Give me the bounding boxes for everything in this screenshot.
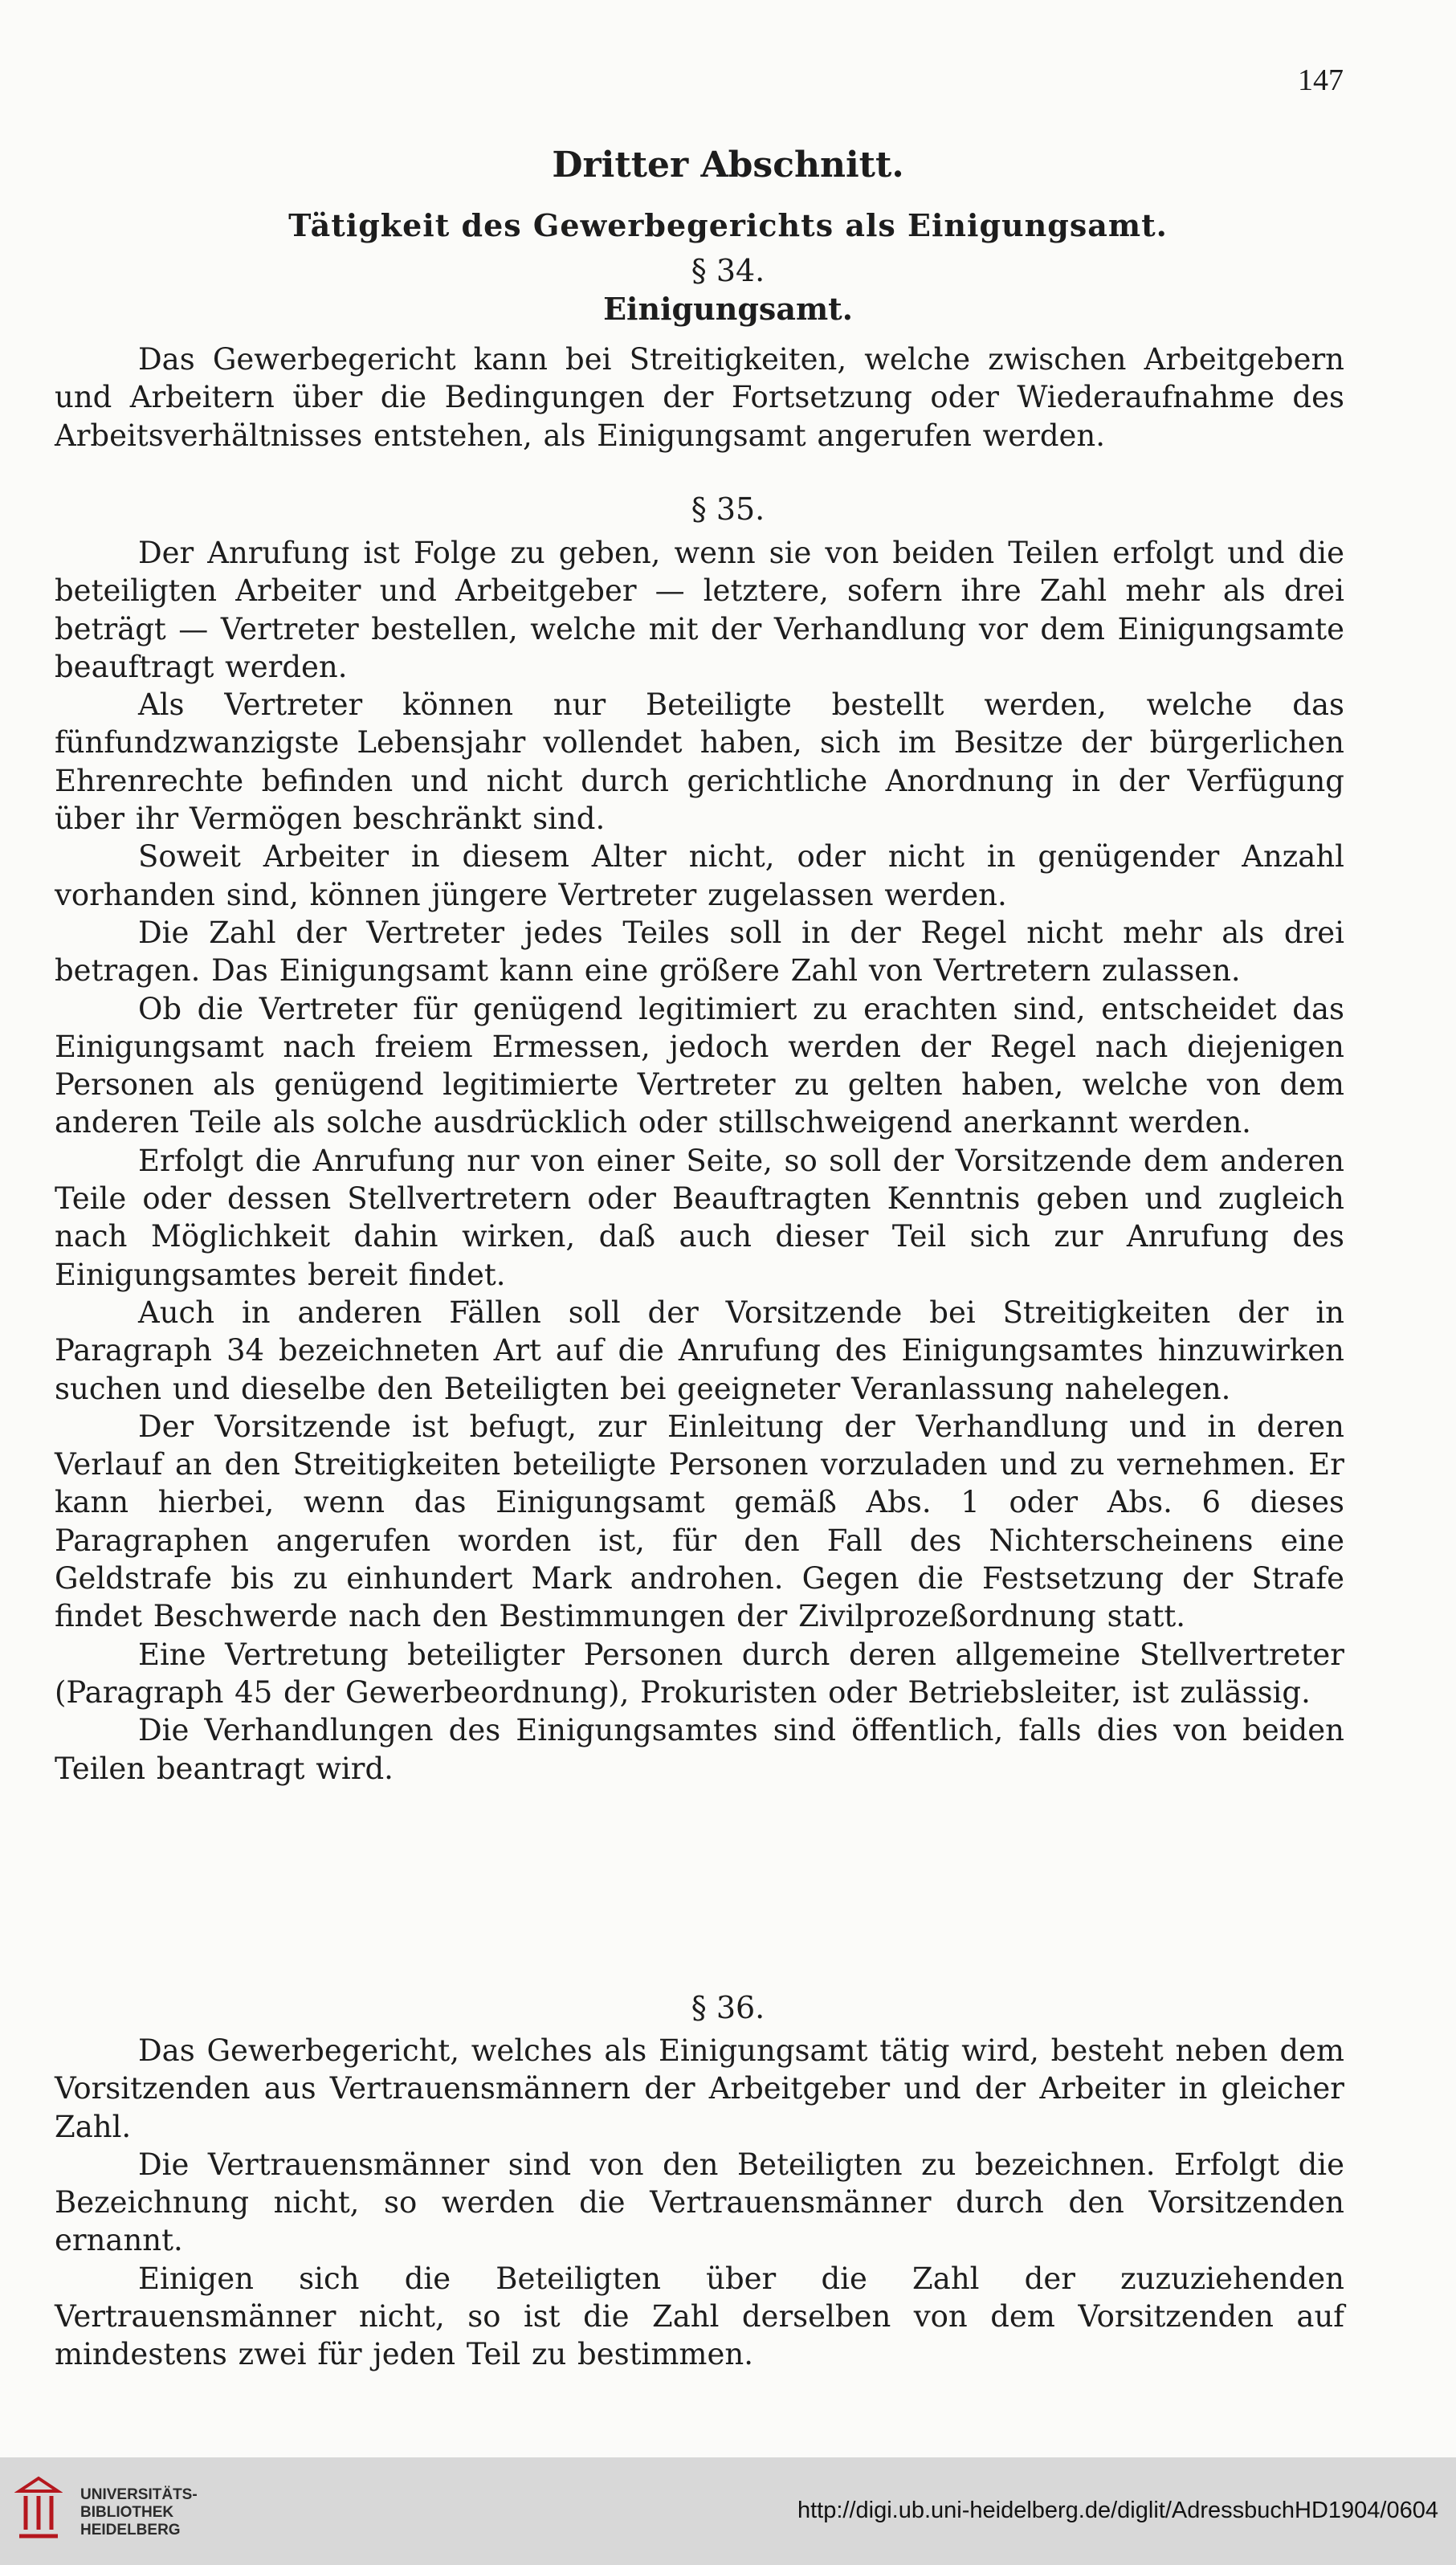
paragraph-heading-34: Einigungsamt. [603,291,853,327]
section-title: Dritter Abschnitt. [552,145,904,186]
text-paragraph: Das Gewerbegericht, welches als Einigungsamt tätig wird, besteht neben dem Vorsitzenden aus Vertrauensmännern der Arbeitgeber und der Arbeiter in gleicher Zahl. [55,2033,1344,2144]
text-paragraph: Die Vertrauensmänner sind von den Beteiligten zu bezeichnen. Erfolgt die Bezeichnung nicht, so werden die Vertrauensmänner durch den Vorsitzenden ernannt. [55,2147,1344,2258]
page-number: 147 [1298,63,1344,97]
paragraph-body-34 [55,341,1344,455]
text-paragraph: Eine Vertretung beteiligter Personen durch deren allgemeine Stellvertreter (Paragraph 45 der Gewerbeordnung), Prokuristen oder Betriebsleiter, ist zulässig. [55,1637,1344,1710]
text-paragraph: Der Vorsitzende ist befugt, zur Einleitung der Verhandlung und in deren Verlauf an den Streitigkeiten beteiligte Personen vorzuladen und zu vernehmen. Er kann hierbei, wenn das Einigungsamt gemäß Abs. 1 oder Abs. 6 dieses Paragraphen angerufen worden ist, für den Fall des Nichterscheinens eine Geldstrafe bis zu einhundert Mark androhen. Gegen die Festsetzung der Strafe findet Beschwerde nach den Bestimmungen der Zivilprozeßordnung statt. [55,1409,1344,1634]
text-paragraph: Die Verhandlungen des Einigungsamtes sind öffentlich, falls dies von beiden Teilen beantragt wird. [55,1713,1344,1786]
section-subtitle: Tätigkeit des Gewerbegerichts als Einigungsamt. [288,207,1168,243]
text-paragraph: Das Gewerbegericht kann bei Streitigkeiten, welche zwischen Arbeitgebern und Arbeitern über die Bedingungen der Fortsetzung oder Wiederaufnahme des Arbeitsverhältnisses entstehen, als Einigungsamt angerufen werden. [55,342,1344,453]
university-library-logo-icon [14,2475,63,2543]
paragraph-body-36 [55,2032,1344,2374]
library-name-line: UNIVERSITÄTS- [80,2486,198,2503]
library-name [80,2486,198,2539]
text-paragraph: Auch in anderen Fällen soll der Vorsitzende bei Streitigkeiten der in Paragraph 34 bezeichneten Art auf die Anrufung des Einigungsamtes hinzuwirken suchen und dieselbe den Beteiligten bei geeigneter Veranlassung nahelegen. [55,1295,1344,1406]
text-paragraph: Der Anrufung ist Folge zu geben, wenn sie von beiden Teilen erfolgt und die beteiligten Arbeiter und Arbeitgeber — letztere, sofern ihre Zahl mehr als drei beträgt — Vertreter bestellen, welche mit der Verhandlung vor dem Einigungsamte beauftragt werden. [55,536,1344,684]
library-name-line: BIBLIOTHEK [80,2504,174,2521]
paragraph-mark-34: § 34. [691,253,765,288]
text-paragraph: Ob die Vertreter für genügend legitimiert zu erachten sind, entscheidet das Einigungsamt nach freiem Ermessen, jedoch werden der Regel nach diejenigen Personen als genügend legitimierte Vertreter zu gelten haben, welche von dem anderen Teile als solche ausdrücklich oder stillschweigend anerkannt werden. [55,991,1344,1140]
text-paragraph: Einigen sich die Beteiligten über die Zahl der zuzuziehenden Vertrauensmänner nicht, so ist die Zahl derselben von dem Vorsitzenden auf mindestens zwei für jeden Teil zu bestimmen. [55,2261,1344,2372]
text-paragraph: Die Zahl der Vertreter jedes Teiles soll in der Regel nicht mehr als drei betragen. Das Einigungsamt kann eine größere Zahl von Vertretern zulassen. [55,915,1344,989]
paragraph-mark-35: § 35. [691,491,765,527]
text-paragraph: Erfolgt die Anrufung nur von einer Seite, so soll der Vorsitzende dem anderen Teile oder dessen Stellvertretern oder Beauftragten Kenntnis geben und zugleich nach Möglichkeit dahin wirken, daß auch dieser Teil sich zur Anrufung des Einigungsamtes bereit findet. [55,1143,1344,1292]
digitization-footer [0,2457,1456,2565]
library-name-line: HEIDELBERG [80,2522,181,2538]
text-paragraph: Als Vertreter können nur Beteiligte bestellt werden, welche das fünfundzwanzigste Lebensjahr vollendet haben, sich im Besitze der bürgerlichen Ehrenrechte befinden und nicht durch gerichtliche Anordnung in der Verfügung über ihr Vermögen beschränkt sind. [55,687,1344,837]
permalink-url[interactable]: http://digi.ub.uni-heidelberg.de/diglit/AdressbuchHD1904/0604 [797,2498,1438,2523]
paragraph-mark-36: § 36. [691,1990,765,2025]
text-paragraph: Soweit Arbeiter in diesem Alter nicht, oder nicht in genügender Anzahl vorhanden sind, können jüngere Vertreter zugelassen werden. [55,839,1344,912]
paragraph-body-35 [55,534,1344,1788]
